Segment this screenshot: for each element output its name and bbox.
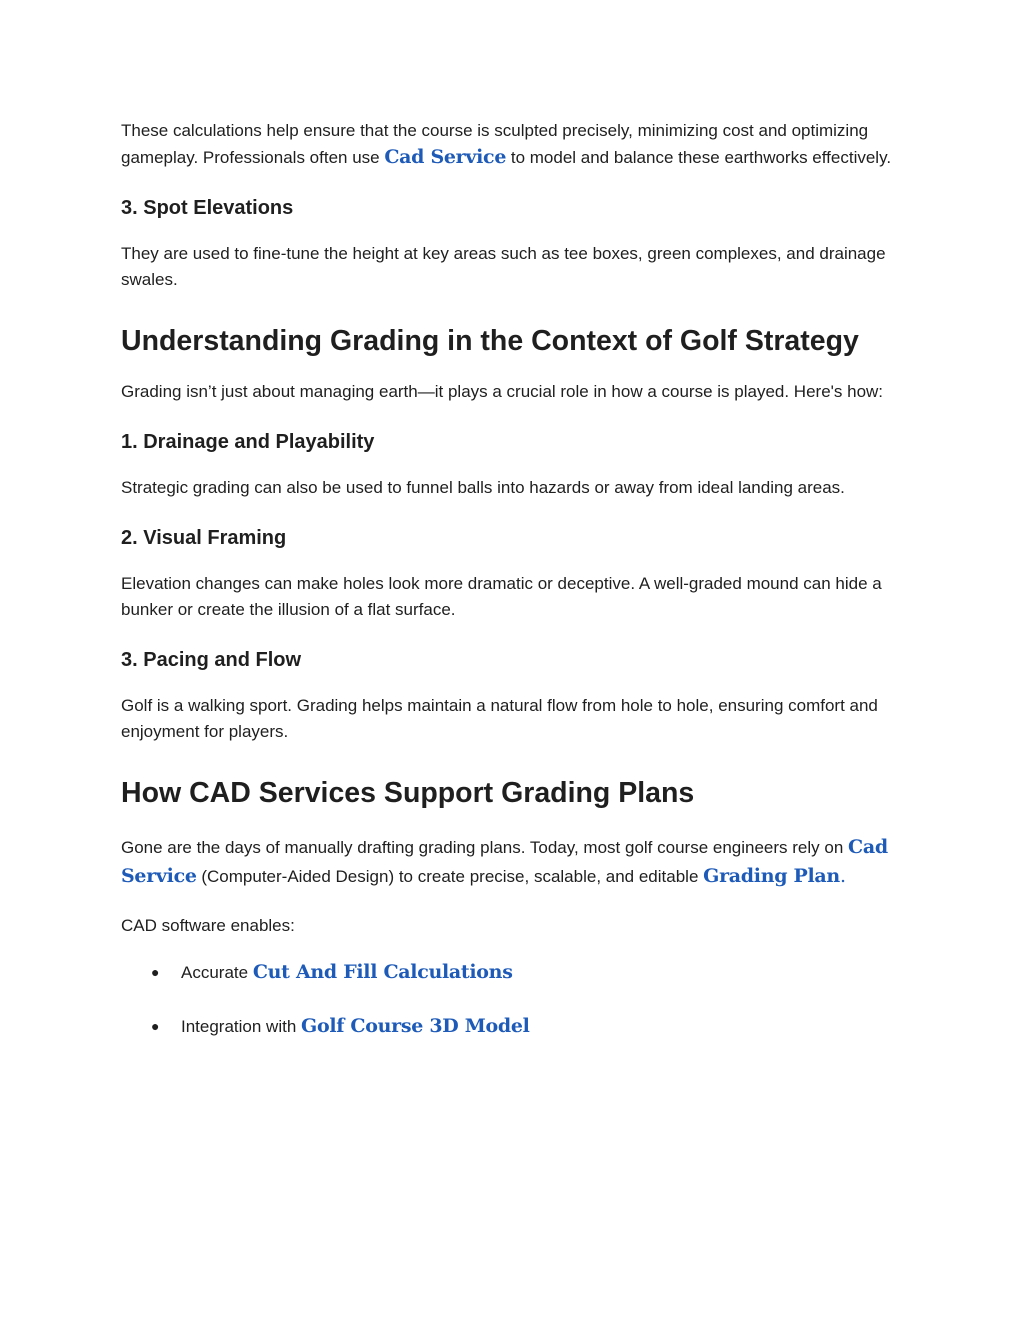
bullet-text: Integration with — [181, 1017, 302, 1036]
intro-text-before: These calculations help ensure that the course is sculpted precisely, minimizing cost and optimizing gameplay. Professionals often use — [121, 121, 869, 167]
drainage-body: Strategic grading can also be used to funnel balls into hazards or away from ideal landing areas. — [121, 478, 845, 497]
cad-text-1: Gone are the days of manually drafting grading plans. Today, most golf course engineers rely on — [121, 838, 849, 857]
golf-3d-model-link[interactable]: Golf Course 3D Model — [301, 1015, 530, 1037]
cad-text-2: (Computer-Aided Design) to create precise, scalable, and editable — [196, 867, 704, 886]
visual-framing-body: Elevation changes can make holes look more dramatic or deceptive. A well-graded mound can hide a bunker or create the illusion of a flat surface. — [121, 574, 882, 619]
cad-service-link-2[interactable]: Cad Service — [121, 836, 888, 887]
drainage-heading: 1. Drainage and Playability — [121, 431, 375, 453]
spot-elevations-body: They are used to fine-tune the height at key areas such as tee boxes, green complexes, and drainage swales. — [121, 244, 886, 289]
document-page — [121, 118, 911, 1042]
visual-framing-heading: 2. Visual Framing — [121, 527, 287, 549]
strategy-intro: Grading isn’t just about managing earth—it plays a crucial role in how a course is played. Here's how: — [121, 382, 884, 401]
bullet-icon: ● — [151, 1018, 160, 1034]
cut-fill-link[interactable]: Cut And Fill Calculations — [252, 961, 513, 983]
bullet-icon: ● — [151, 964, 160, 980]
bullet-text: Accurate — [181, 963, 253, 982]
intro-paragraph — [121, 118, 911, 171]
grading-plan-link[interactable]: Grading Plan — [703, 865, 840, 887]
cad-service-link[interactable]: Cad Service — [384, 146, 507, 168]
cad-heading: How CAD Services Support Grading Plans — [121, 777, 695, 809]
cad-enables-text: CAD software enables: — [121, 916, 295, 935]
pacing-heading: 3. Pacing and Flow — [121, 649, 302, 671]
pacing-body: Golf is a walking sport. Grading helps maintain a natural flow from hole to hole, ensuring comfort and enjoyment for players. — [121, 696, 878, 741]
cad-text-3: . — [839, 865, 846, 887]
spot-elevations-heading: 3. Spot Elevations — [121, 197, 294, 219]
intro-text-after: to model and balance these earthworks effectively. — [506, 148, 892, 167]
cad-paragraph — [121, 833, 911, 891]
list-item — [121, 1011, 911, 1042]
strategy-heading: Understanding Grading in the Context of Golf Strategy — [121, 325, 859, 357]
list-item — [121, 957, 911, 988]
cad-bullet-list — [121, 957, 911, 1042]
